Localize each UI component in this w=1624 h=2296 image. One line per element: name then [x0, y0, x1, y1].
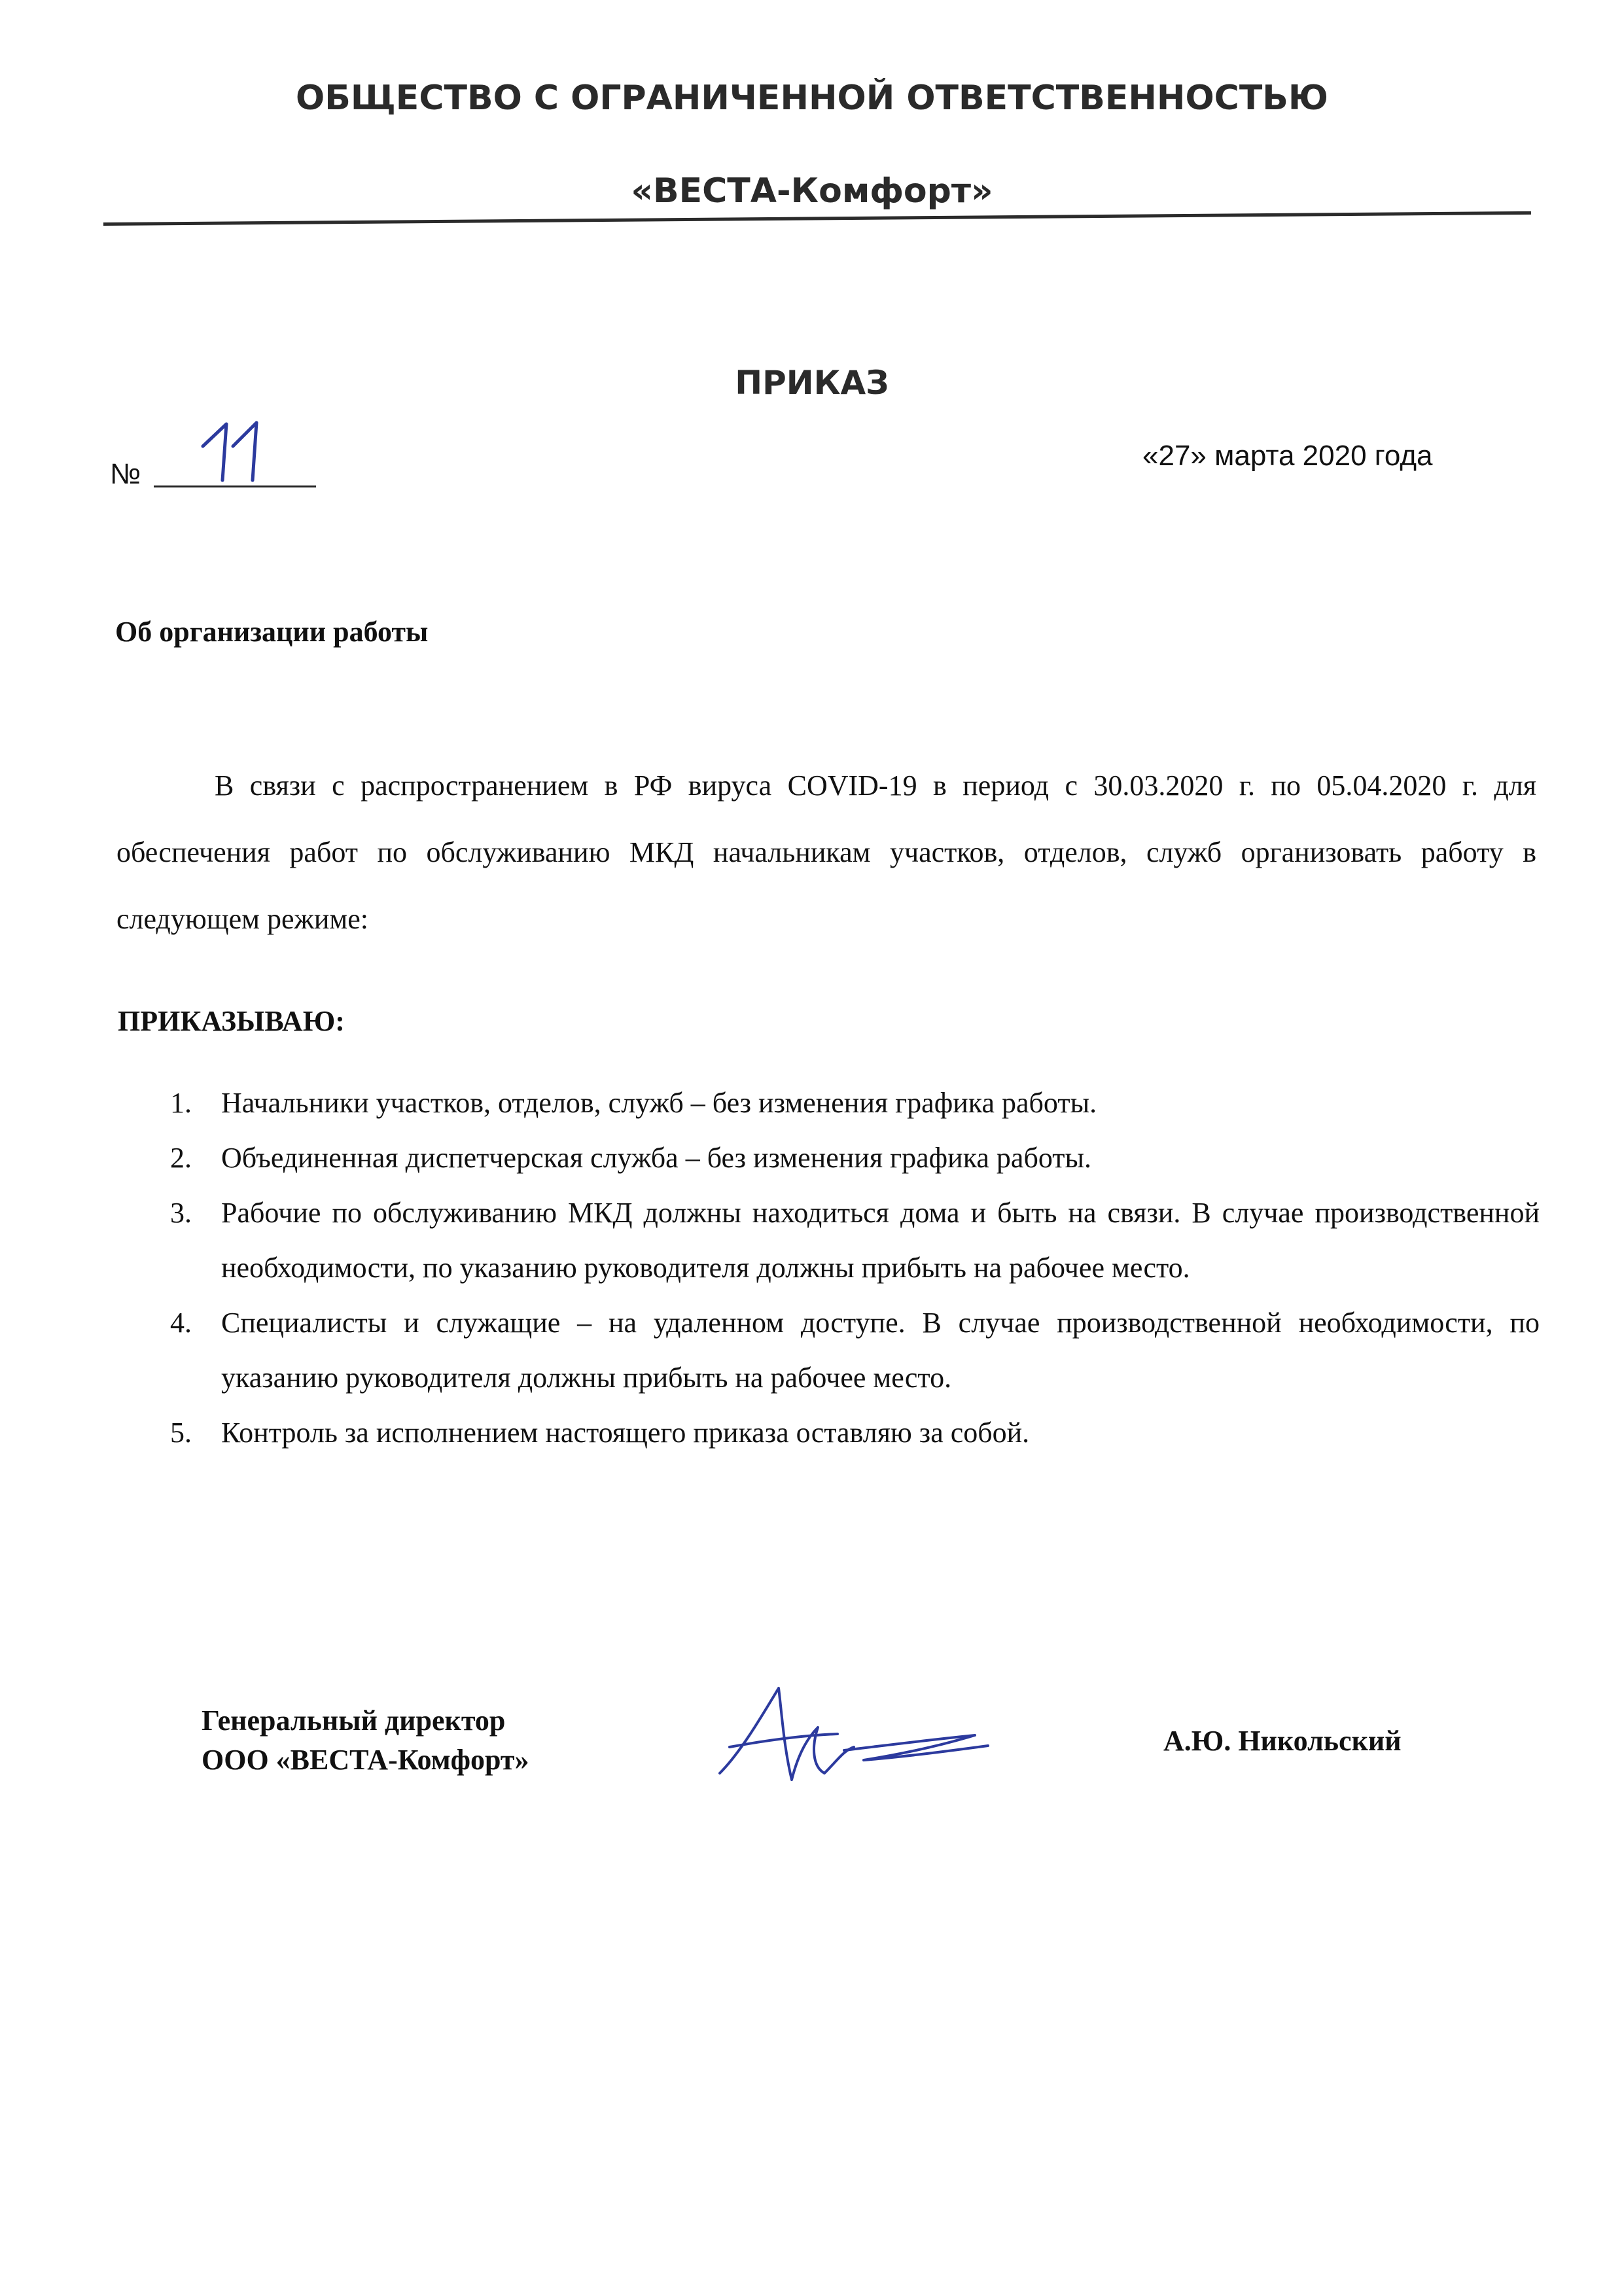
signatory-position-line1: Генеральный директор [202, 1704, 506, 1737]
order-keyword: ПРИКАЗЫВАЮ: [118, 1005, 345, 1037]
order-item-text: Рабочие по обслуживанию МКД должны находиться дома и быть на связи. В случае производственной необходимости, по указанию руководителя должны прибыть на рабочее место. [221, 1197, 1540, 1284]
order-item [116, 1076, 1540, 1131]
intro-paragraph: В связи с распространением в РФ вируса COVID-19 в период с 30.03.2020 г. по 05.04.2020 г. для обеспечения работ по обслуживанию МКД начальникам участков, отделов, служб организовать работу в следующем режиме: [116, 769, 1536, 935]
org-name-heading: «ВЕСТА-Комфорт» [631, 171, 993, 211]
order-item [116, 1405, 1540, 1460]
order-number-handwritten [196, 412, 275, 484]
signatory-name: А.Ю. Никольский [1163, 1725, 1402, 1757]
order-item-text: Начальники участков, отделов, служб – без изменения графика работы. [221, 1087, 1097, 1119]
order-item-number: 5. [170, 1417, 192, 1449]
order-items-list [116, 1076, 1540, 1460]
order-item-number: 1. [170, 1087, 192, 1119]
order-item-number: 2. [170, 1142, 192, 1174]
order-item-text: Объединенная диспетчерская служба – без изменения графика работы. [221, 1142, 1092, 1174]
order-item-text: Контроль за исполнением настоящего приказа оставляю за собой. [221, 1417, 1030, 1449]
order-number-label: № [110, 458, 141, 490]
org-type-heading: ОБЩЕСТВО С ОГРАНИЧЕННОЙ ОТВЕТСТВЕННОСТЬЮ [296, 79, 1328, 118]
order-item-number: 4. [170, 1307, 192, 1339]
order-subject: Об организации работы [115, 616, 429, 648]
order-item [116, 1131, 1540, 1186]
order-item-number: 3. [170, 1197, 192, 1229]
handwritten-signature [700, 1675, 1001, 1806]
header-divider [103, 211, 1531, 226]
order-item [116, 1296, 1540, 1405]
order-item-text: Специалисты и служащие – на удаленном доступе. В случае производственной необходимости, по указанию руководителя должны прибыть на рабочее место. [221, 1307, 1540, 1394]
order-date: «27» марта 2020 года [1142, 440, 1433, 472]
signatory-position-line2: ООО «ВЕСТА-Комфорт» [202, 1744, 529, 1776]
document-title: ПРИКАЗ [735, 364, 889, 402]
signatory-position [202, 1701, 529, 1780]
order-number-underline [154, 486, 316, 487]
order-item [116, 1186, 1540, 1296]
